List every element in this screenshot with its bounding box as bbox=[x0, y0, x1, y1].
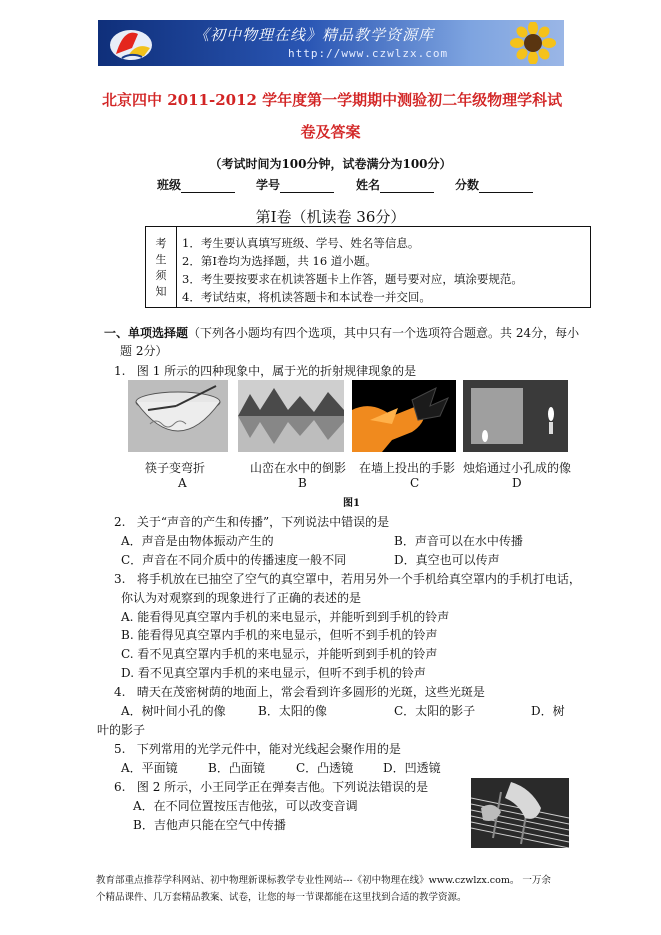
option-b: B．声音可以在水中传播 bbox=[394, 534, 523, 548]
option-c: C．声音在不同介质中的传播速度一般不同 bbox=[121, 553, 347, 567]
name-blank[interactable] bbox=[380, 180, 434, 193]
exam-title-line2: 卷及答案 bbox=[300, 123, 361, 141]
option-d-cont: 叶的影子 bbox=[97, 723, 146, 737]
option-d: D．真空也可以传声 bbox=[394, 553, 500, 567]
figure-letter-a: A bbox=[178, 476, 187, 490]
class-blank[interactable] bbox=[181, 180, 235, 193]
class-label: 班级 bbox=[157, 178, 182, 192]
student-id-field bbox=[256, 176, 334, 193]
question-3 bbox=[114, 570, 581, 587]
question-1 bbox=[114, 362, 416, 379]
notice-label-char: 须 bbox=[155, 269, 167, 282]
figure-caption-d: 烛焰通过小孔成的像 bbox=[463, 461, 572, 475]
figure-caption-a: 筷子变弯折 bbox=[145, 461, 206, 475]
question-stem: 将手机放在已抽空了空气的真空罩中，若用另外一个手机给真空罩内的手机打电话， bbox=[136, 572, 581, 586]
figure-caption-b: 山峦在水中的倒影 bbox=[250, 461, 347, 475]
option-a: A．在不同位置按压吉他弦，可以改变音调 bbox=[133, 799, 358, 813]
score-blank[interactable] bbox=[479, 180, 533, 193]
chopsticks-bowl-photo bbox=[128, 380, 228, 452]
figure-letter-d: D bbox=[512, 476, 522, 490]
sunflower-image bbox=[508, 22, 558, 64]
question-5 bbox=[114, 740, 401, 757]
site-banner bbox=[98, 20, 564, 66]
question-stem: 晴天在茂密树荫的地面上，常会看到许多圆形的光斑，这些光斑是 bbox=[136, 685, 485, 699]
figure-1-label: 图1 bbox=[343, 498, 360, 509]
option-c: C．太阳的影子 bbox=[394, 704, 476, 718]
notice-item: 4．考试结束，将机读答题卡和本试卷一并交回。 bbox=[182, 290, 431, 304]
notice-label-char: 知 bbox=[155, 285, 167, 298]
question-number: 3. bbox=[114, 572, 126, 586]
option-d: D．凹透镜 bbox=[383, 761, 441, 775]
mountain-reflection-photo bbox=[238, 380, 344, 452]
banner-title: 《初中物理在线》精品教学资源库 bbox=[194, 26, 435, 44]
question-number: 1. bbox=[114, 364, 126, 378]
question-4 bbox=[114, 683, 485, 700]
section-title: 第Ⅰ卷（机读卷 36分） bbox=[255, 208, 406, 226]
question-6 bbox=[114, 778, 428, 795]
notice-label bbox=[146, 227, 177, 307]
question-number: 2. bbox=[114, 515, 126, 529]
hand-shadow-photo bbox=[352, 380, 456, 452]
question-stem: 图 1 所示的四种现象中，属于光的折射规律现象的是 bbox=[136, 364, 417, 378]
banner-url-link[interactable]: http://www.czwlzx.com bbox=[288, 47, 449, 60]
name-label: 姓名 bbox=[356, 178, 381, 192]
notice-box bbox=[145, 226, 591, 308]
option-b: B．太阳的像 bbox=[258, 704, 327, 718]
question-number: 4. bbox=[114, 685, 126, 699]
page-footer bbox=[96, 872, 551, 906]
figure-letter-b: B bbox=[298, 476, 307, 490]
option-d: D．树 bbox=[531, 704, 565, 718]
student-id-blank[interactable] bbox=[280, 180, 334, 193]
notice-label-char: 生 bbox=[155, 253, 167, 266]
option-a: A. 能看得见真空罩内手机的来电显示，并能听到到手机的铃声 bbox=[121, 610, 450, 624]
notice-item: 3．考生要按要求在机读答题卡上作答，题号要对应，填涂要规范。 bbox=[182, 272, 523, 286]
part1-heading-cont: 题 2分） bbox=[120, 344, 168, 358]
student-id-label: 学号 bbox=[256, 178, 281, 192]
question-stem: 图 2 所示，小王同学正在弹奏吉他。下列说法错误的是 bbox=[136, 780, 429, 794]
class-field bbox=[157, 176, 235, 193]
option-c: C. 看不见真空罩内手机的来电显示，并能听到到手机的铃声 bbox=[121, 647, 438, 661]
question-2 bbox=[114, 513, 389, 530]
exam-subtitle: （考试时间为100分钟，试卷满分为100分） bbox=[209, 157, 452, 171]
part1-heading bbox=[104, 324, 579, 341]
option-b: B．吉他声只能在空气中传播 bbox=[133, 818, 286, 832]
guitar-photo bbox=[471, 778, 569, 848]
question-stem: 关于“声音的产生和传播”，下列说法中错误的是 bbox=[136, 515, 390, 529]
notice-item: 1．考生要认真填写班级、学号、姓名等信息。 bbox=[182, 236, 420, 250]
part1-heading-label: 一、单项选择题 bbox=[104, 326, 189, 340]
footer-line-1: 教育部重点推荐学科网站、初中物理新课标教学专业性网站---《初中物理在线》www.czwlzx.com。 一万余 bbox=[96, 875, 551, 886]
option-b: B. 能看得见真空罩内手机的来电显示，但听不到手机的铃声 bbox=[121, 628, 438, 642]
option-a: A．声音是由物体振动产生的 bbox=[121, 534, 274, 548]
footer-line-2: 个精品课件、几万套精品教案、试卷，让您的每一节课都能在这里找到合适的教学资源。 bbox=[96, 892, 467, 903]
option-a: A．平面镜 bbox=[121, 761, 178, 775]
question-stem: 下列常用的光学元件中，能对光线起会聚作用的是 bbox=[136, 742, 401, 756]
question-number: 6. bbox=[114, 780, 126, 794]
option-a: A．树叶间小孔的像 bbox=[121, 704, 226, 718]
question-3-stem-cont: 你认为对观察到的现象进行了正确的表述的是 bbox=[121, 591, 362, 605]
site-logo-icon bbox=[108, 24, 154, 62]
exam-title-line1: 北京四中 2011-2012 学年度第一学期期中测验初二年级物理学科试 bbox=[102, 91, 563, 109]
name-field bbox=[356, 176, 434, 193]
notice-label-char: 考 bbox=[155, 237, 167, 250]
score-label: 分数 bbox=[455, 178, 480, 192]
score-field bbox=[455, 176, 533, 193]
option-c: C．凸透镜 bbox=[296, 761, 354, 775]
figure-caption-c: 在墙上投出的手影 bbox=[359, 461, 456, 475]
pinhole-candle-photo bbox=[463, 380, 568, 452]
option-b: B．凸面镜 bbox=[208, 761, 265, 775]
figure-letter-c: C bbox=[410, 476, 420, 490]
question-number: 5. bbox=[114, 742, 126, 756]
part1-heading-rest: （下列各小题均有四个选项，其中只有一个选项符合题意。共 24分，每小 bbox=[188, 326, 580, 340]
notice-item: 2．第Ⅰ卷均为选择题，共 16 道小题。 bbox=[182, 254, 377, 268]
option-d: D. 看不见真空罩内手机的来电显示，但听不到手机的铃声 bbox=[121, 666, 426, 680]
